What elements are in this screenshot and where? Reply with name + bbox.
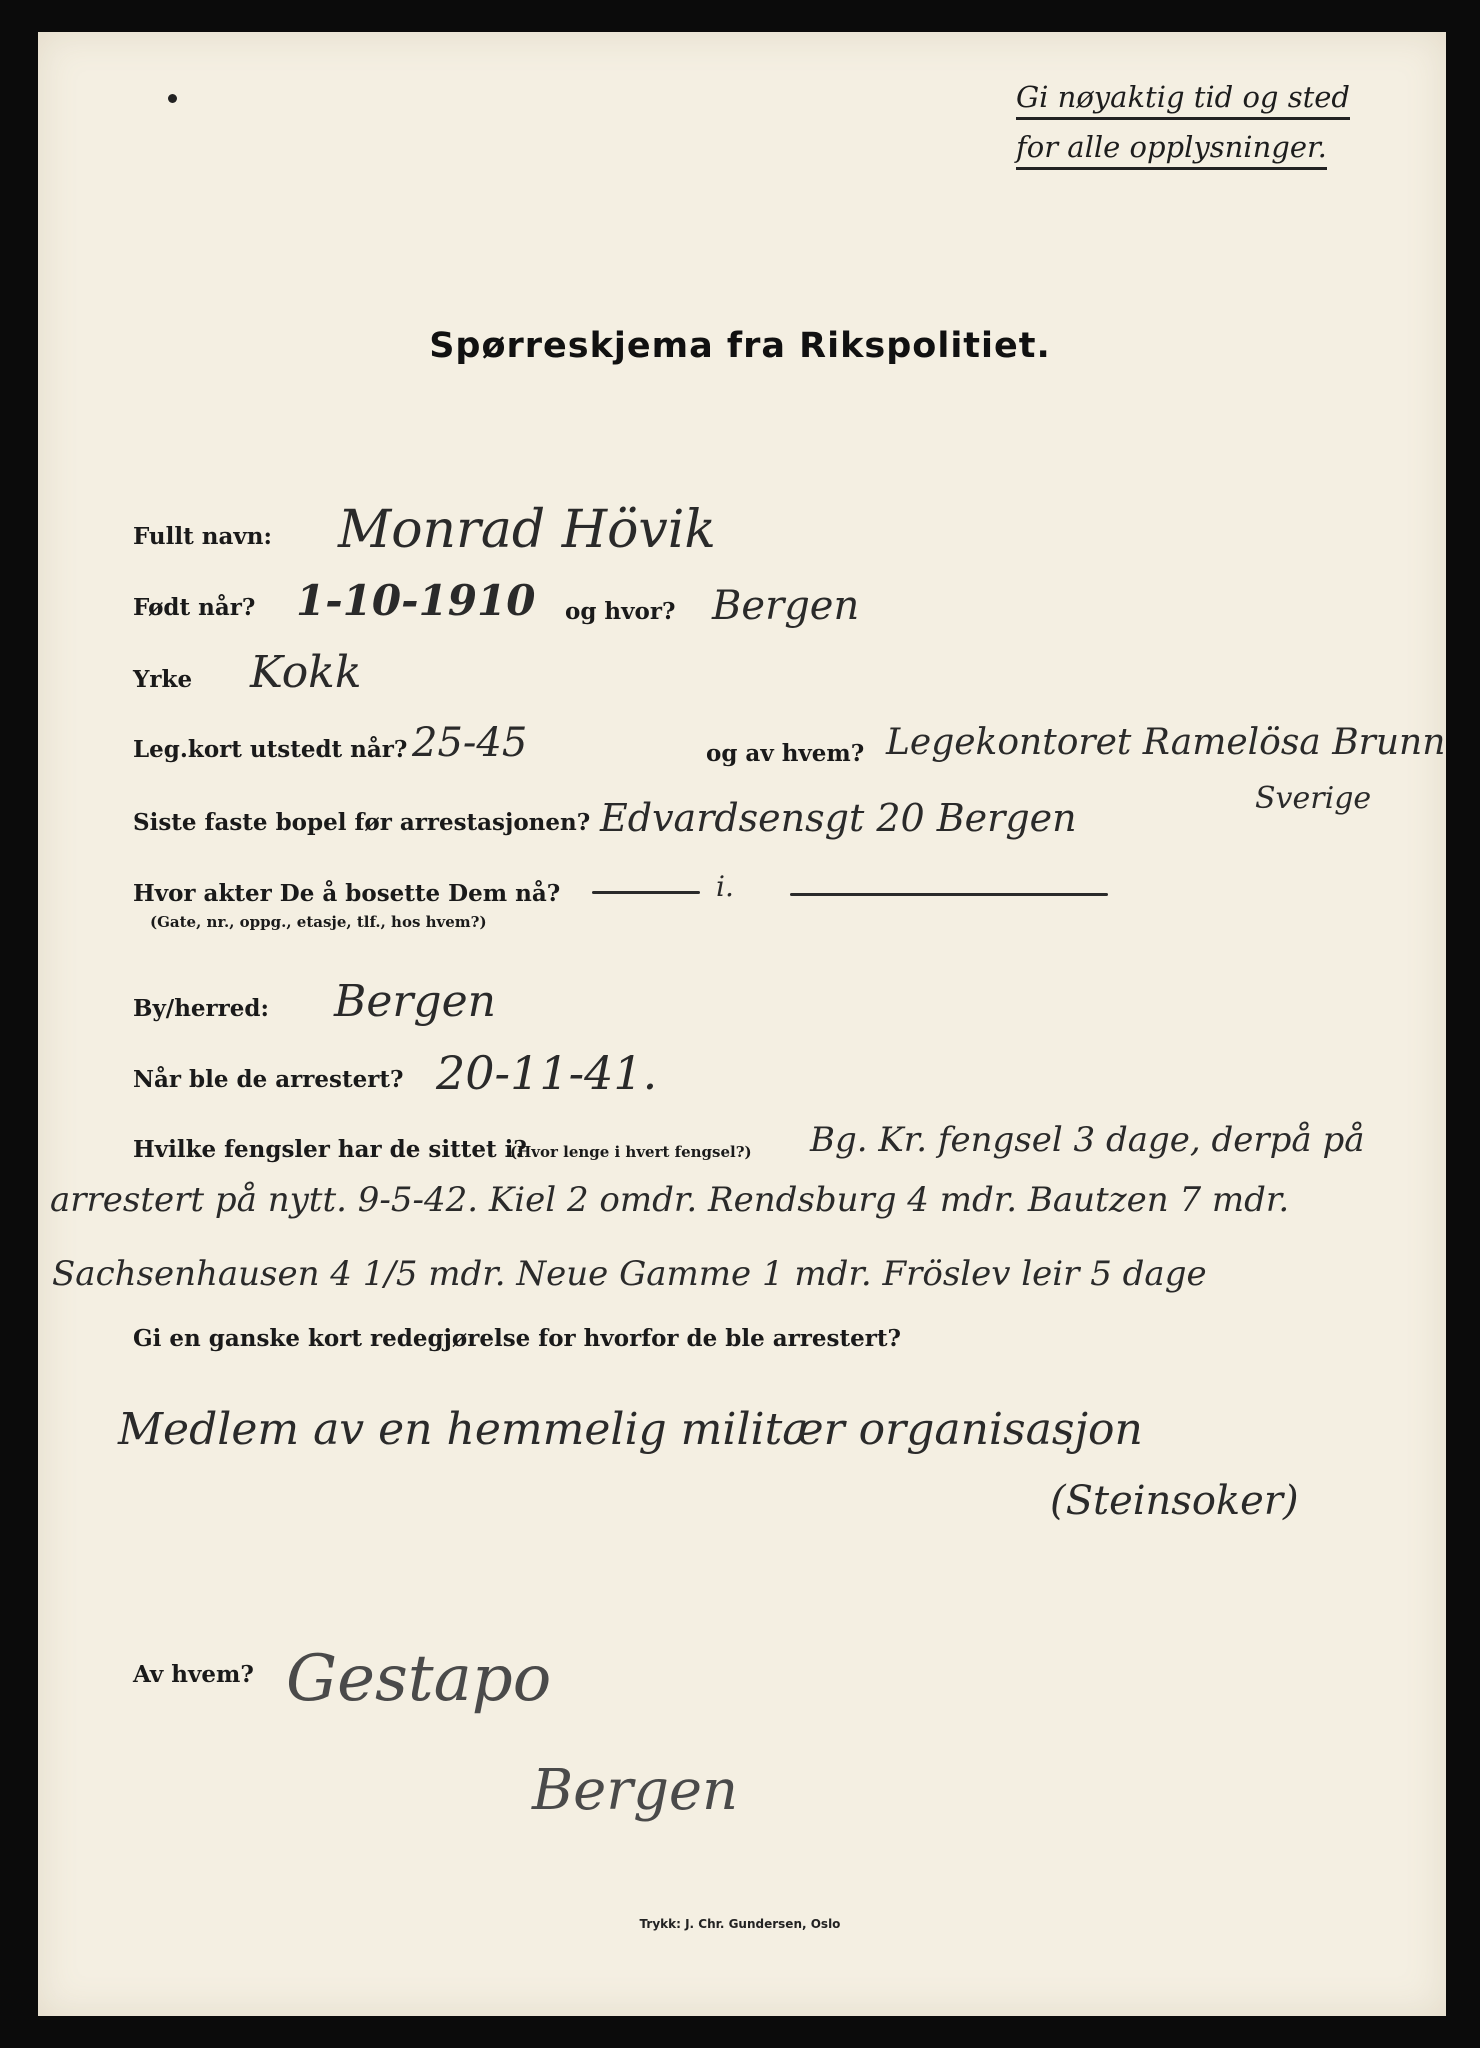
settle-dash-right xyxy=(790,893,1108,896)
by-whom-label: Av hvem? xyxy=(133,1661,254,1688)
instruction-note xyxy=(1016,80,1350,170)
legcard-when-label: Leg.kort utstedt når? xyxy=(133,736,408,763)
reason-label: Gi en ganske kort redegjørelse for hvorfor de ble arrestert? xyxy=(133,1325,901,1352)
city-label: By/herred: xyxy=(133,995,270,1022)
occupation-value: Kokk xyxy=(250,647,362,698)
settle-sub-label: (Gate, nr., oppg., etasje, tlf., hos hvem?) xyxy=(150,913,487,931)
city-value: Bergen xyxy=(334,976,496,1027)
note-line-1: Gi nøyaktig tid og sted xyxy=(1016,80,1350,120)
last-address-value: Edvardsensgt 20 Bergen xyxy=(600,796,1077,840)
born-when-label: Født når? xyxy=(133,594,256,621)
born-where-value: Bergen xyxy=(712,583,860,629)
name-value: Monrad Hövik xyxy=(338,500,716,560)
settle-dash-left xyxy=(592,891,700,894)
occupation-label: Yrke xyxy=(133,666,193,693)
legcard-by-value: Legekontoret Ramelösa Brunn xyxy=(886,722,1446,763)
note-line-2: for alle opplysninger. xyxy=(1016,130,1327,170)
by-whom-line-1: Gestapo xyxy=(286,1642,552,1716)
arrested-value: 20-11-41. xyxy=(436,1046,658,1100)
prisons-sub-label: (Hvor lenge i hvert fengsel?) xyxy=(510,1143,752,1161)
legcard-by-value-country: Sverige xyxy=(1255,781,1372,816)
born-when-value: 1-10-1910 xyxy=(296,576,536,625)
settle-value: i. xyxy=(716,870,734,903)
settle-label: Hvor akter De å bosette Dem nå? xyxy=(133,880,561,907)
prisons-line-3: Sachsenhausen 4 1/5 mdr. Neue Gamme 1 mdr. Fröslev leir 5 dage xyxy=(52,1254,1207,1294)
punch-dot xyxy=(168,94,177,103)
form-title: Spørreskjema fra Rikspolitiet. xyxy=(429,326,1051,366)
name-label: Fullt navn: xyxy=(133,523,272,550)
arrested-label: Når ble de arrestert? xyxy=(133,1066,404,1093)
legcard-when-value: 25-45 xyxy=(412,720,528,766)
born-where-label: og hvor? xyxy=(565,598,676,625)
reason-line-1: Medlem av en hemmelig militær organisasjon xyxy=(118,1404,1143,1455)
legcard-by-label: og av hvem? xyxy=(706,740,865,767)
prisons-line-2: arrestert på nytt. 9-5-42. Kiel 2 omdr. Rendsburg 4 mdr. Bautzen 7 mdr. xyxy=(50,1180,1290,1220)
prisons-line-1: Bg. Kr. fengsel 3 dage, derpå på xyxy=(810,1120,1365,1160)
reason-line-2: (Steinsoker) xyxy=(1050,1478,1299,1524)
by-whom-line-2: Bergen xyxy=(532,1758,739,1823)
last-address-label: Siste faste bopel før arrestasjonen? xyxy=(133,809,591,836)
prisons-label: Hvilke fengsler har de sittet i? xyxy=(133,1136,527,1163)
printer-imprint: Trykk: J. Chr. Gundersen, Oslo xyxy=(639,1917,841,1931)
